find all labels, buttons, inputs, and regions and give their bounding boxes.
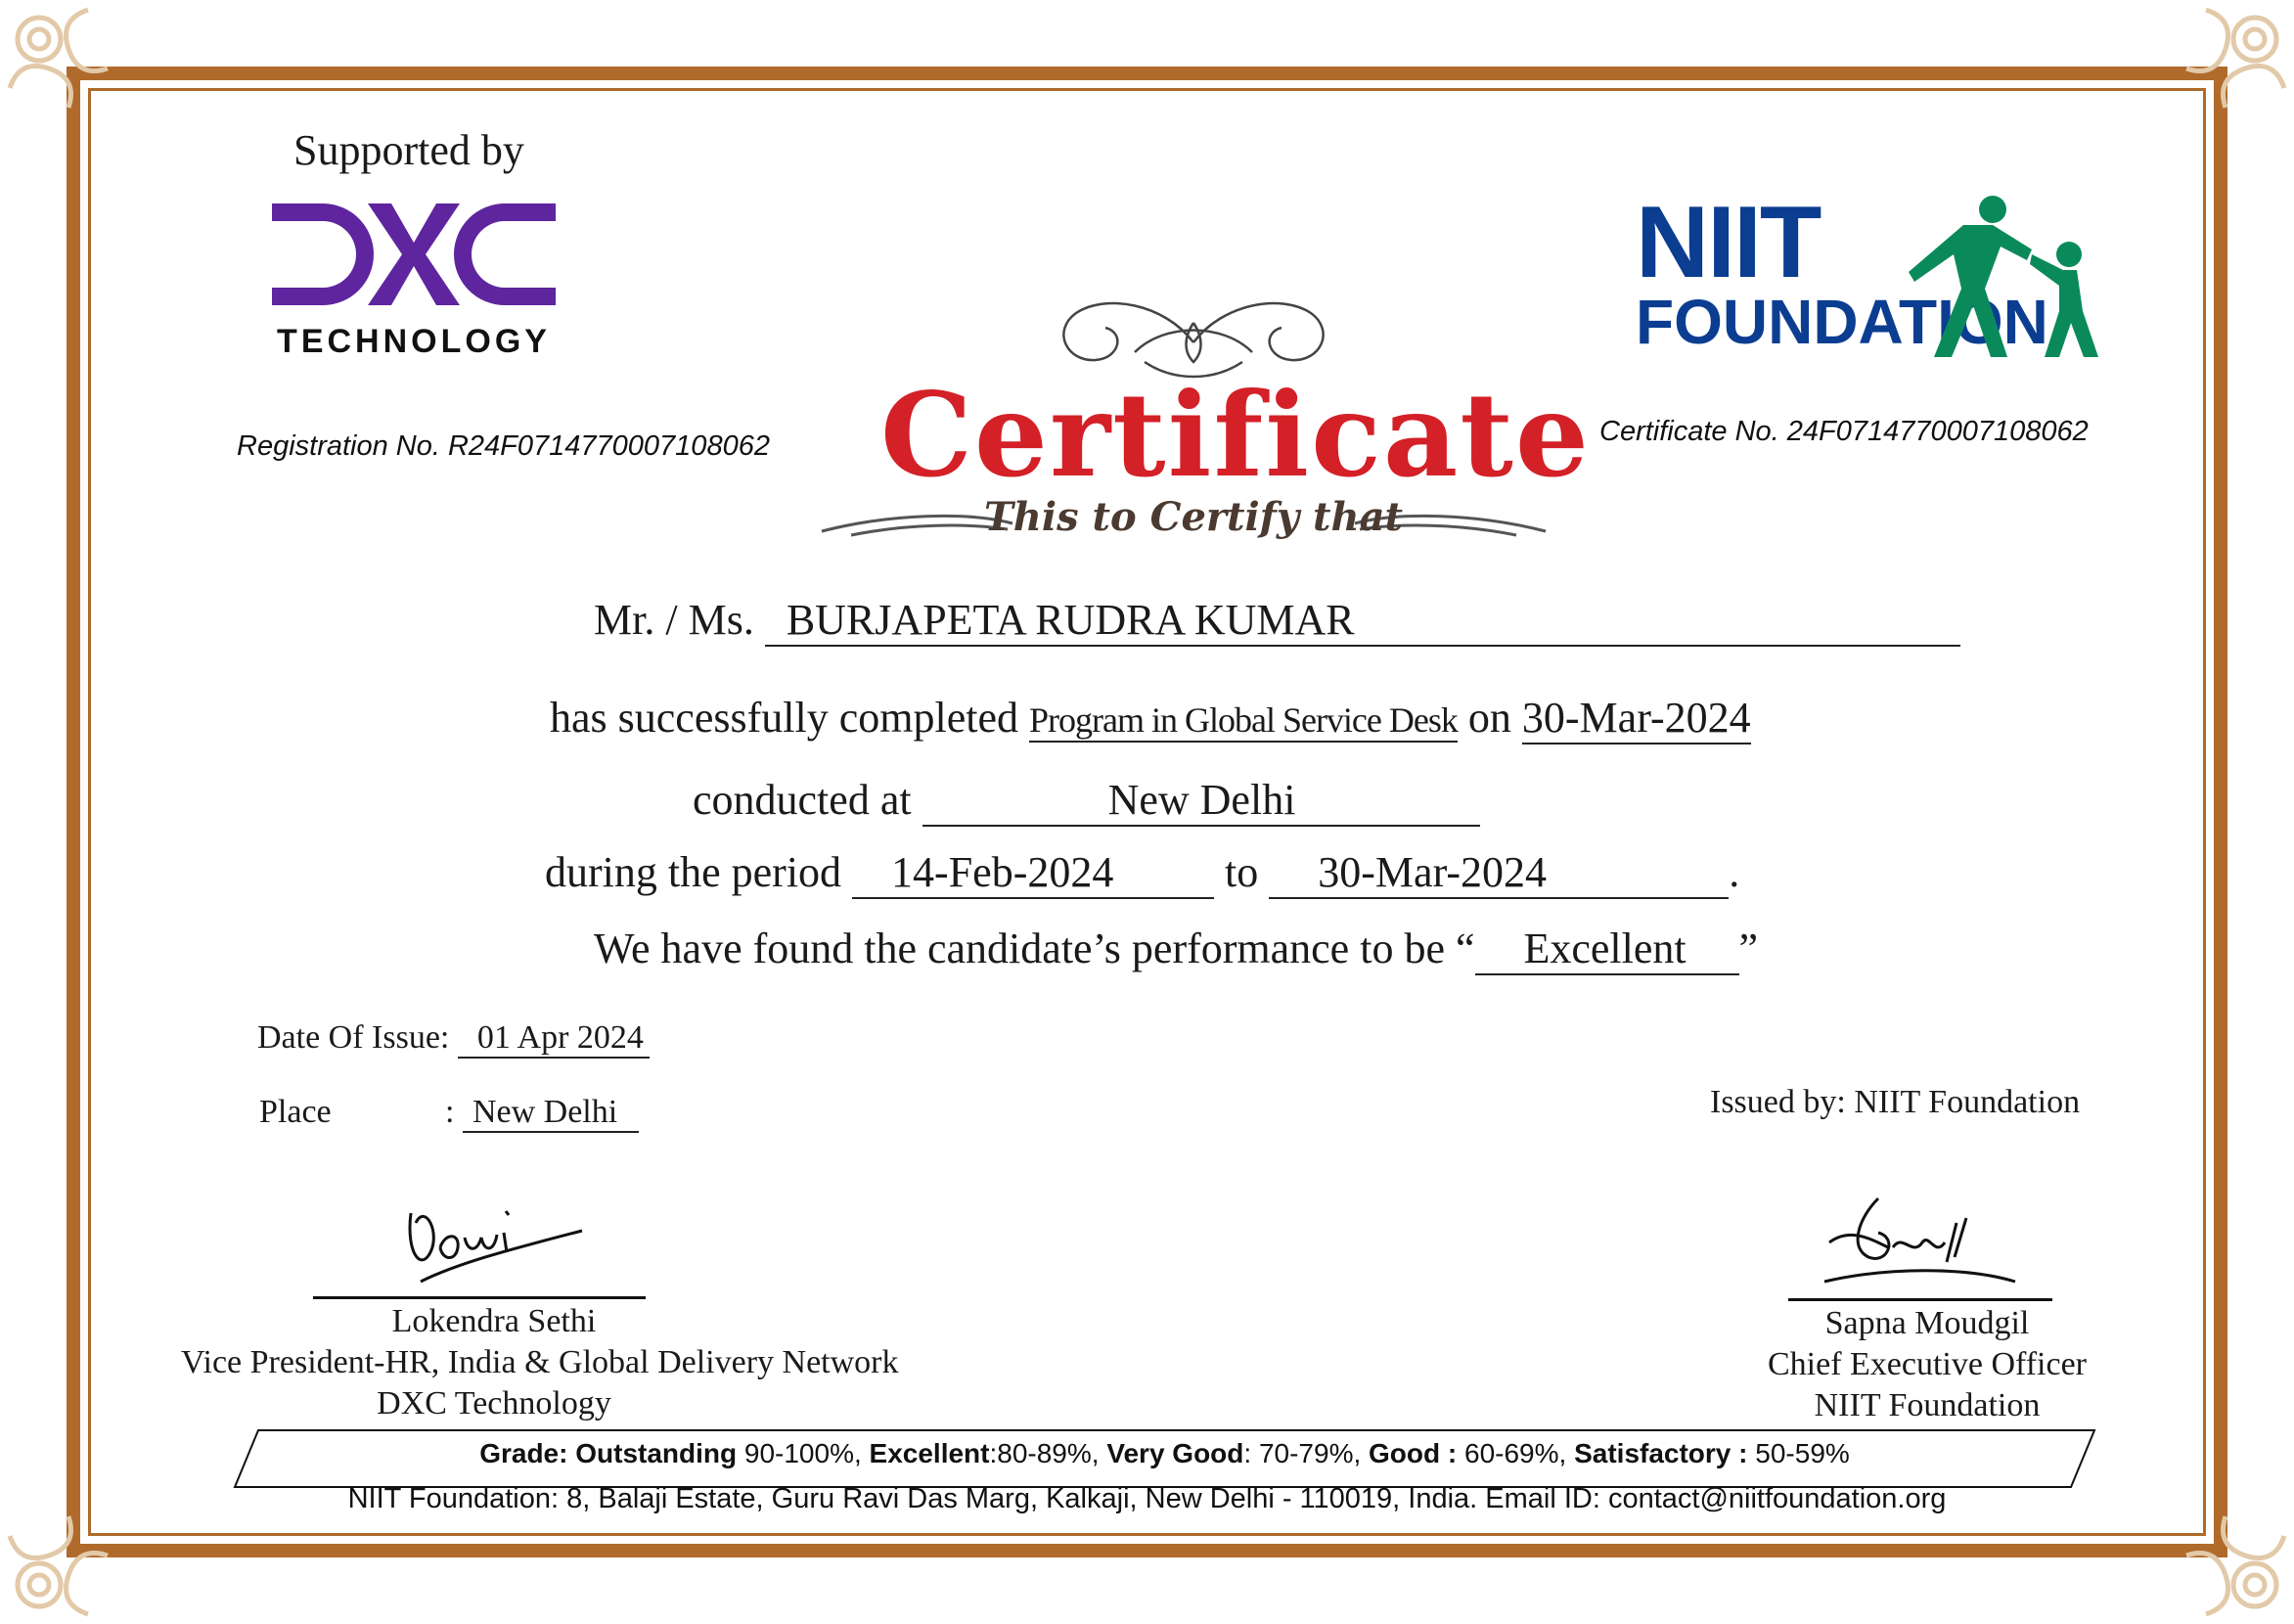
certificate-title: Certificate: [880, 367, 1591, 503]
niit-foundation-logo: [1636, 186, 2105, 362]
dxc-logo: [272, 196, 556, 323]
grade-scale: [233, 1438, 2096, 1469]
corner-ornament-top-right: [2147, 0, 2294, 147]
date-of-issue-value: 01 Apr 2024: [458, 1019, 650, 1059]
certificate-number: Certificate No. 24F0714770007108062: [1599, 416, 2089, 447]
signatory-right-name: Sapna Moudgil: [1824, 1305, 2030, 1341]
completion-prefix: has successfully completed: [550, 694, 1018, 742]
place-value: New Delhi: [463, 1094, 639, 1133]
signatory-left: [181, 1301, 899, 1424]
certificate-subtitle: This to Certify that: [984, 494, 1403, 540]
signature-line-right: [1788, 1298, 2052, 1301]
period-prefix: during the period: [545, 848, 842, 896]
signatory-left-org: DXC Technology: [377, 1385, 611, 1421]
place-colon: :: [445, 1094, 455, 1130]
period-line: [545, 847, 1739, 899]
helping-hand-figures-icon: [1895, 196, 2100, 362]
completion-on: on: [1467, 694, 1511, 742]
grade-very-good-value: : 70-79%,: [1243, 1438, 1370, 1468]
dxc-logo-subtext: TECHNOLOGY: [277, 323, 551, 360]
grade-outstanding-value: 90-100%,: [737, 1438, 870, 1468]
signature-left: [401, 1194, 597, 1291]
period-to: to: [1225, 848, 1259, 896]
recipient-line: [594, 595, 1960, 647]
signature-line-left: [313, 1296, 646, 1299]
corner-ornament-bottom-right: [2147, 1477, 2294, 1624]
footer-address: NIIT Foundation: 8, Balaji Estate, Guru Ravi Das Marg, Kalkaji, New Delhi - 110019, India. Email ID: contact@niitfoundation.org: [347, 1483, 1947, 1514]
performance-rating: Excellent: [1475, 924, 1739, 975]
completion-date: 30-Mar-2024: [1522, 693, 1751, 744]
grade-excellent-label: Excellent: [869, 1438, 990, 1468]
venue-prefix: conducted at: [693, 776, 912, 824]
supported-by-label: Supported by: [293, 126, 524, 174]
grade-outstanding-label: Grade: Outstanding: [479, 1438, 738, 1468]
corner-ornament-bottom-left: [0, 1477, 147, 1624]
corner-ornament-top-left: [0, 0, 147, 147]
program-name: Program in Global Service Desk: [1029, 699, 1458, 743]
place-row: [259, 1094, 639, 1133]
signatory-left-name: Lokendra Sethi: [391, 1303, 597, 1339]
grade-good-label: Good :: [1369, 1438, 1458, 1468]
foundation-logo-text: FOUNDATION: [1636, 287, 2048, 357]
completion-line: [550, 693, 1751, 744]
registration-number: Registration No. R24F0714770007108062: [237, 430, 770, 462]
signatory-right-org: NIIT Foundation: [1814, 1387, 2041, 1423]
recipient-name: BURJAPETA RUDRA KUMAR: [765, 595, 1960, 647]
performance-line: [594, 924, 1758, 975]
grade-good-value: 60-69%,: [1457, 1438, 1575, 1468]
niit-logo-text: NIIT: [1636, 186, 1821, 299]
venue-location: New Delhi: [922, 775, 1480, 827]
place-label: Place: [259, 1094, 332, 1130]
date-of-issue-label: Date Of Issue:: [257, 1019, 450, 1056]
date-of-issue: [257, 1019, 650, 1059]
grade-excellent-value: :80-89%,: [989, 1438, 1107, 1468]
period-end: 30-Mar-2024: [1269, 847, 1729, 899]
performance-prefix: We have found the candidate’s performance to be “: [594, 925, 1475, 972]
grade-satisfactory-value: 50-59%: [1747, 1438, 1850, 1468]
signatory-right: [1673, 1303, 2182, 1426]
period-end-punct: .: [1729, 848, 1740, 896]
signature-right: [1820, 1189, 2035, 1296]
recipient-prefix: Mr. / Ms.: [594, 596, 754, 644]
venue-line: [693, 775, 1480, 827]
signatory-right-title: Chief Executive Officer: [1767, 1346, 2087, 1382]
issued-by: Issued by: NIIT Foundation: [1710, 1084, 2081, 1120]
performance-suffix: ”: [1738, 925, 1759, 972]
grade-very-good-label: Very Good: [1106, 1438, 1244, 1468]
grade-satisfactory-label: Satisfactory :: [1574, 1438, 1748, 1468]
signatory-left-title: Vice President-HR, India & Global Delivery Network: [181, 1344, 899, 1380]
period-start: 14-Feb-2024: [852, 847, 1214, 899]
